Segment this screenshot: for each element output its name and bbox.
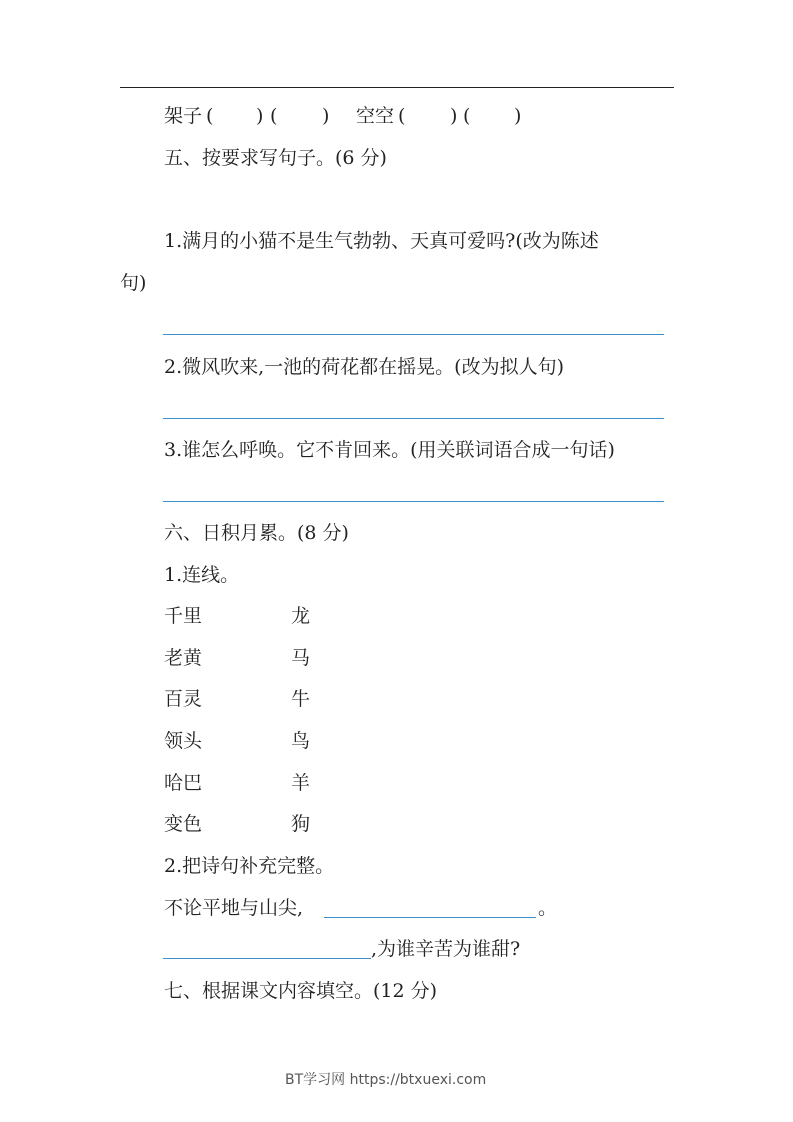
poem-line-2: ,为谁辛苦为谁甜? — [371, 938, 521, 960]
match-right-3[interactable]: 牛 — [291, 688, 311, 710]
footer-watermark: BT学习网 https://btxuexi.com — [285, 1072, 487, 1088]
match-left-1[interactable]: 千里 — [164, 605, 203, 627]
match-left-5[interactable]: 哈巴 — [164, 772, 203, 794]
section5-heading: 五、按要求写句子。(6 分) — [164, 147, 387, 169]
header-rule — [120, 87, 674, 88]
match-right-4[interactable]: 鸟 — [291, 730, 311, 752]
match-right-5[interactable]: 羊 — [291, 772, 311, 794]
poem-blank-1[interactable] — [324, 917, 536, 918]
q4-paren-close-3: ) — [450, 105, 458, 127]
q4-paren-close-4: ) — [514, 105, 522, 127]
q4-word-2: 空空 — [356, 105, 395, 127]
s5-item1-line1: 1.满月的小猫不是生气勃勃、天真可爱吗?(改为陈述 — [164, 230, 599, 252]
answer-line-1[interactable] — [163, 334, 664, 335]
match-left-4[interactable]: 领头 — [164, 730, 203, 752]
s5-item2-line1: 2.微风吹来,一池的荷花都在摇晃。(改为拟人句) — [164, 356, 564, 378]
q4-paren-open-2: ( — [270, 105, 278, 127]
s6-sub2: 2.把诗句补充完整。 — [164, 855, 335, 877]
poem-end-1: 。 — [538, 897, 558, 919]
s6-sub1: 1.连线。 — [164, 564, 240, 586]
section6-heading: 六、日积月累。(8 分) — [164, 522, 349, 544]
answer-line-3[interactable] — [163, 501, 664, 502]
match-left-2[interactable]: 老黄 — [164, 647, 203, 669]
match-right-2[interactable]: 马 — [291, 647, 311, 669]
match-right-1[interactable]: 龙 — [291, 605, 311, 627]
q4-paren-open-3: ( — [398, 105, 406, 127]
match-left-3[interactable]: 百灵 — [164, 688, 203, 710]
q4-paren-close-2: ) — [322, 105, 330, 127]
match-left-6[interactable]: 变色 — [164, 813, 203, 835]
s5-item3-line1: 3.谁怎么呼唤。它不肯回来。(用关联词语合成一句话) — [164, 439, 615, 461]
q4-paren-open-1: ( — [206, 105, 214, 127]
q4-word-1: 架子 — [164, 105, 203, 127]
poem-blank-2[interactable] — [163, 958, 371, 959]
match-right-6[interactable]: 狗 — [291, 813, 311, 835]
s5-item1-line2: 句) — [120, 272, 147, 294]
poem-line-1: 不论平地与山尖, — [164, 897, 304, 919]
answer-line-2[interactable] — [163, 418, 664, 419]
section7-heading: 七、根据课文内容填空。(12 分) — [164, 980, 438, 1002]
q4-paren-close-1: ) — [256, 105, 264, 127]
q4-paren-open-4: ( — [463, 105, 471, 127]
